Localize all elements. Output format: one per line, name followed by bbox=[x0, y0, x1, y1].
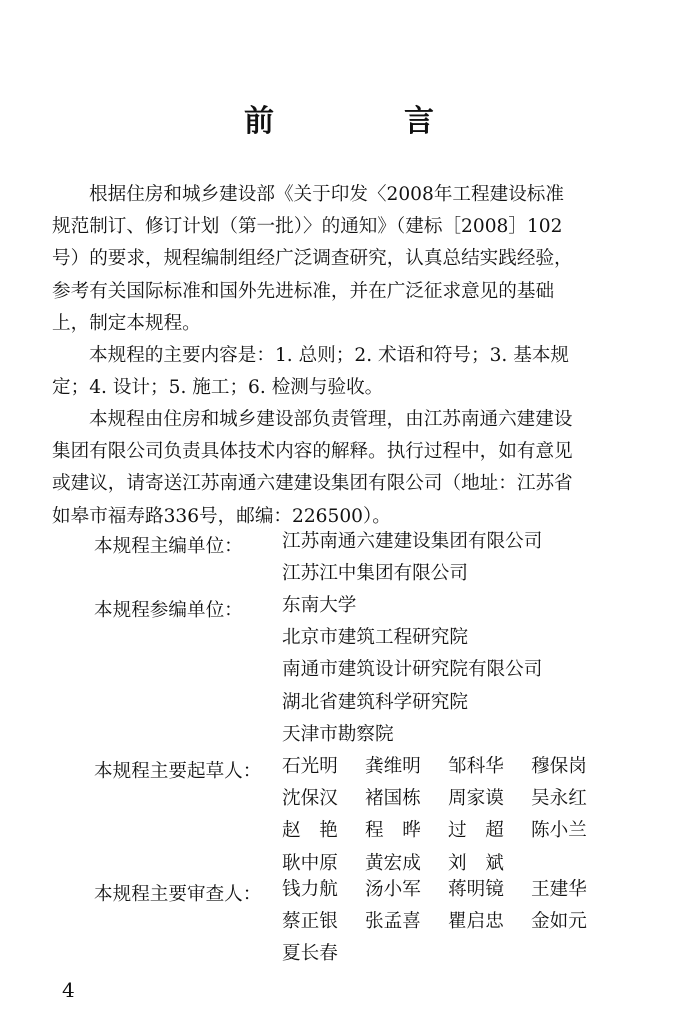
text-line: 如皋市福寿路336号，邮编：226500）。 bbox=[52, 505, 391, 527]
person-name: 石光明 bbox=[282, 756, 338, 777]
participating-units-label: 本规程参编单位： bbox=[94, 600, 243, 621]
text-line: 根据住房和城乡建设部《关于印发〈2008年工程建设标准 bbox=[89, 184, 564, 205]
page-number: 4 bbox=[62, 978, 75, 1002]
name-row bbox=[282, 906, 614, 938]
drafters-list bbox=[282, 751, 614, 880]
chief-units-list bbox=[282, 526, 542, 590]
unit-item: 江苏江中集团有限公司 bbox=[282, 563, 468, 585]
person-name: 褚国栋 bbox=[365, 788, 421, 810]
participating-units-list bbox=[282, 590, 542, 751]
person-name: 夏长春 bbox=[282, 943, 338, 965]
person-name: 张孟喜 bbox=[365, 911, 421, 933]
name-row bbox=[282, 938, 614, 970]
text-line: 定；4. 设计；5. 施工；6. 检测与验收。 bbox=[52, 377, 384, 399]
person-name: 黄宏成 bbox=[365, 852, 421, 874]
text-line: 本规程的主要内容是：1. 总则；2. 术语和符号；3. 基本规 bbox=[89, 345, 570, 366]
person-name: 钱力航 bbox=[282, 879, 338, 900]
text-line: 号）的要求，规程编制组经广泛调查研究，认真总结实践经验， bbox=[52, 248, 573, 270]
chief-units-label: 本规程主编单位： bbox=[94, 536, 243, 557]
person-name: 邹科华 bbox=[448, 756, 504, 777]
drafters-label: 本规程主要起草人： bbox=[94, 761, 262, 782]
unit-item: 天津市勘察院 bbox=[282, 723, 394, 745]
paragraph-3 bbox=[52, 404, 632, 533]
name-row bbox=[282, 751, 614, 783]
text-line: 集团有限公司负责具体技术内容的解释。执行过程中，如有意见 bbox=[52, 441, 573, 463]
person-name: 穆保岗 bbox=[531, 756, 587, 777]
person-name: 过 超 bbox=[448, 820, 504, 842]
person-name: 程 晔 bbox=[365, 820, 421, 842]
person-name: 陈小兰 bbox=[531, 820, 587, 842]
person-name: 刘 斌 bbox=[448, 852, 504, 874]
person-name: 王建华 bbox=[531, 879, 587, 900]
unit-item: 南通市建筑设计研究院有限公司 bbox=[282, 659, 543, 681]
reviewers-list bbox=[282, 874, 614, 971]
person-name: 耿中原 bbox=[282, 852, 338, 874]
unit-item: 江苏南通六建建设集团有限公司 bbox=[282, 531, 543, 552]
name-row bbox=[282, 874, 614, 906]
paragraph-1 bbox=[52, 179, 632, 340]
unit-item: 北京市建筑工程研究院 bbox=[282, 627, 468, 649]
text-line: 本规程由住房和城乡建设部负责管理，由江苏南通六建建设 bbox=[89, 409, 573, 430]
reviewers-label: 本规程主要审查人： bbox=[94, 884, 262, 905]
page-title: 前 言 bbox=[244, 104, 484, 139]
person-name: 吴永红 bbox=[531, 788, 587, 810]
person-name: 瞿启忠 bbox=[448, 911, 504, 933]
paragraph-2 bbox=[52, 340, 632, 404]
person-name: 蔡正银 bbox=[282, 911, 338, 933]
name-row bbox=[282, 815, 614, 847]
person-name: 金如元 bbox=[531, 911, 587, 933]
person-name: 周家谟 bbox=[448, 788, 504, 810]
person-name: 蒋明镜 bbox=[448, 879, 504, 900]
unit-item: 东南大学 bbox=[282, 595, 357, 616]
text-line: 参考有关国际标准和国外先进标准，并在广泛征求意见的基础 bbox=[52, 280, 555, 302]
text-line: 规范制订、修订计划（第一批）〉的通知》（建标［2008］102 bbox=[52, 216, 563, 238]
text-line: 上，制定本规程。 bbox=[52, 312, 201, 334]
person-name: 汤小军 bbox=[365, 879, 421, 900]
person-name: 沈保汉 bbox=[282, 788, 338, 810]
name-row bbox=[282, 783, 614, 815]
text-line: 或建议，请寄送江苏南通六建建设集团有限公司（地址：江苏省 bbox=[52, 473, 573, 495]
person-name: 龚维明 bbox=[365, 756, 421, 777]
unit-item: 湖北省建筑科学研究院 bbox=[282, 691, 468, 713]
person-name: 赵 艳 bbox=[282, 820, 338, 842]
